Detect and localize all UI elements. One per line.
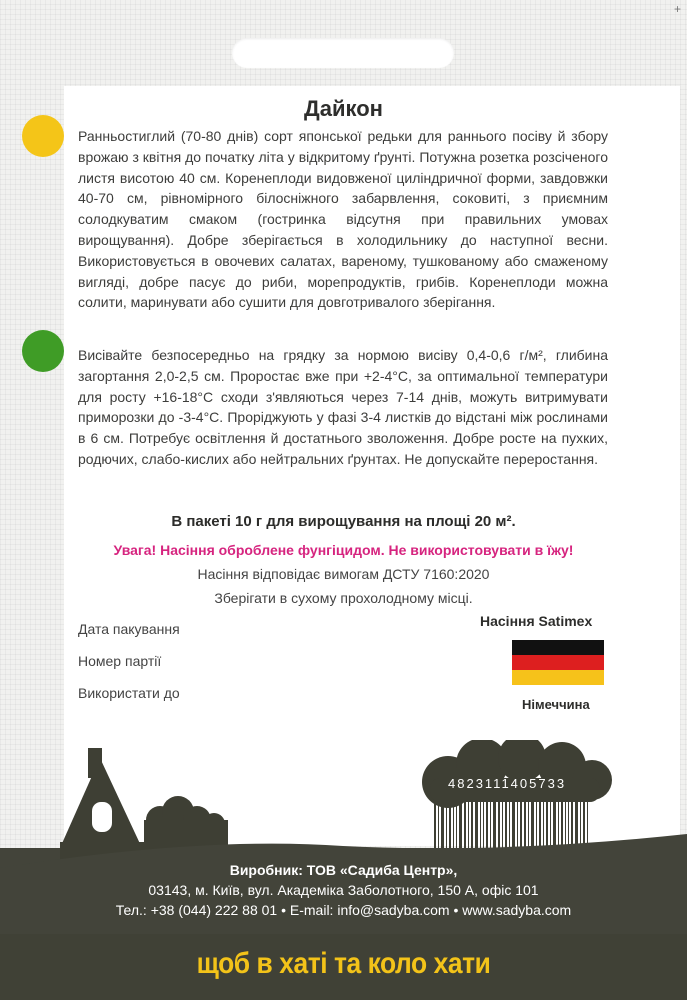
landscape-illustration: [0, 740, 687, 875]
hang-slot: [232, 38, 454, 68]
cultivation-text: Висівайте безпосередньо на грядку за нормою висіву 0,4-0,6 г/м², глибина загортання 2,0-2,5 см. Проростає вже при +2-4°С, за оптимальної температури для росту +16-18°С сходи з'являються через 7-14 днів, можуть витримувати приморозки до -3-4°С. Проріджують у фазі 3-4 листків до відстані між рослинами в 6 см. Потребує освітлення й достатнього зволоження. Добре росте на пухких, родючих, слабо-кислих або нейтральних ґрунтах. Не допускайте переростання.: [78, 347, 608, 467]
sprout-dot-icon: [22, 330, 64, 372]
slogan: щоб в хаті та коло хати: [196, 947, 491, 980]
cloud-icon: [422, 740, 612, 808]
manufacturer-address: 03143, м. Київ, вул. Академіка Заболотного, 150 А, офіс 101: [148, 882, 539, 898]
registration-mark-icon: +: [674, 2, 682, 16]
sun-dot-icon: [22, 115, 64, 157]
germany-flag-icon: [512, 640, 604, 685]
batch-number-label: Номер партії: [78, 653, 162, 669]
barcode-number: 4823111405733: [448, 776, 567, 791]
packing-date-label: Дата пакування: [78, 621, 180, 637]
country-name: Німеччина: [522, 697, 590, 712]
storage-text: Зберігати в сухому прохолодному місці.: [214, 590, 473, 606]
standard-text: Насіння відповідає вимогам ДСТУ 7160:2020: [197, 566, 490, 582]
product-title: Дайкон: [304, 96, 383, 121]
brand-name: Насіння Satimex: [480, 613, 593, 629]
description-text: Ранньостиглий (70-80 днів) сорт японської редьки для раннього посіву й збору врожаю з квітня до початку літа у відкритому ґрунті. Потужна розетка розсіченого листя висотою 40 см. Коренеплоди видовженої циліндричної форми, завдовжки 40-70 см, рівномірного білосніжного забарвлення, соковиті, з приємним солодкуватим смаком (гостринка відсутня при правильних умовах вирощування). Добре зберігається в холодильнику до наступної весни. Використовується в овочевих салатах, вареному, тушкованому або смаженому вигляді, добре пасує до риби, морепродуктів, грибів. Коренеплоди можна солити, маринувати або сушити для довготривалого зберігання.: [78, 128, 608, 311]
use-before-label: Використати до: [78, 685, 180, 701]
warning-text: Увага! Насіння оброблене фунгіцидом. Не використовувати в їжу!: [113, 542, 574, 558]
manufacturer-name: Виробник: ТОВ «Садиба Центр»,: [229, 862, 458, 878]
packet-info: В пакеті 10 г для вирощування на площі 20 м².: [171, 513, 516, 530]
manufacturer-contacts: Тел.: +38 (044) 222 88 01 • E-mail: info@sadyba.com • www.sadyba.com: [115, 902, 572, 918]
